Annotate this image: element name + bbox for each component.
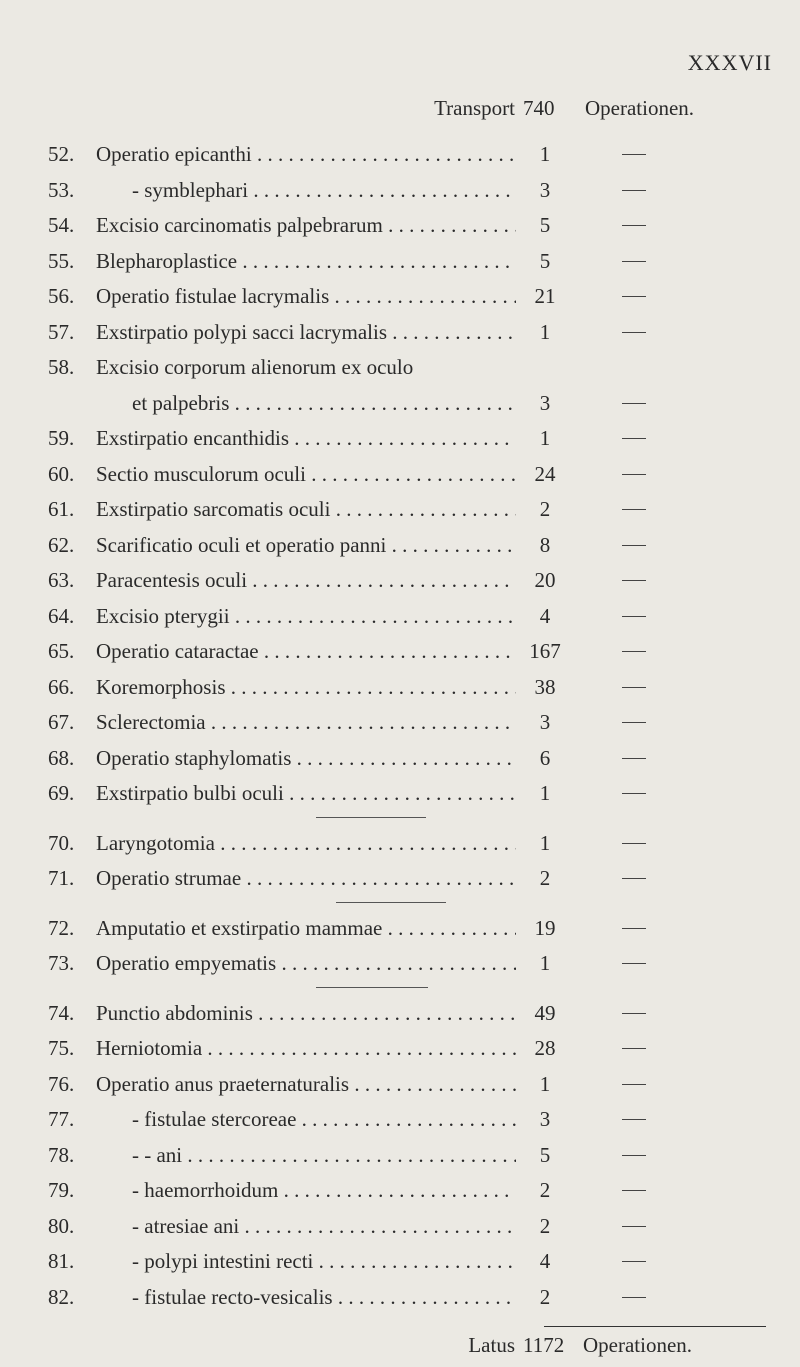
entry-label (96, 456, 516, 492)
ditto-dash (622, 963, 646, 964)
leader-dots (252, 142, 516, 166)
entry-count: 1 (539, 830, 551, 855)
entry-label-text: Operatio strumae (96, 866, 242, 890)
leader-dots (306, 462, 516, 486)
list-item (0, 775, 800, 811)
entry-count: 1 (539, 142, 551, 166)
entry-number: 66. (48, 674, 75, 699)
entry-count: 38 (534, 674, 556, 699)
leader-dots (386, 533, 516, 557)
entry-label (96, 243, 516, 279)
list-item (0, 1172, 800, 1208)
list-item (0, 562, 800, 598)
entry-number: 79. (48, 1178, 75, 1202)
ditto-dash (622, 651, 646, 652)
list-item (0, 1066, 800, 1102)
leader-dots (206, 710, 516, 734)
entry-label-text: Operatio cataractae (96, 639, 259, 663)
list-item (0, 278, 800, 314)
leader-dots (278, 1178, 516, 1202)
entry-label (96, 1030, 516, 1066)
entry-label-text: Sclerectomia (96, 710, 206, 734)
list-item (0, 136, 800, 172)
list-item (0, 669, 800, 705)
entry-label (96, 562, 516, 598)
ditto-dash (622, 296, 646, 297)
entry-count: 1 (539, 319, 551, 344)
leader-dots (291, 746, 516, 770)
entry-label (96, 633, 516, 669)
list-item (0, 1137, 800, 1173)
entry-label (96, 349, 516, 385)
page-number: XXXVII (687, 50, 772, 75)
leader-dots (330, 497, 516, 521)
entry-label-text: Sectio musculorum oculi (96, 461, 306, 486)
ditto-dash (622, 722, 646, 723)
entry-count: 2 (539, 1213, 551, 1238)
ditto-dash (622, 509, 646, 510)
entry-label-text: - symblephari (132, 177, 249, 202)
leader-dots (276, 951, 516, 975)
entry-number: 63. (48, 568, 75, 592)
list-item (0, 349, 800, 385)
entry-label (96, 1208, 516, 1244)
list-item (0, 1030, 800, 1066)
section-separator (316, 817, 426, 818)
ditto-dash (622, 1048, 646, 1049)
entry-label (96, 527, 516, 563)
entry-number: 67. (48, 710, 75, 734)
entry-label (96, 704, 516, 740)
list-item (0, 825, 800, 861)
transport-unit: Operationen. (585, 96, 695, 120)
ditto-dash (622, 332, 646, 333)
entry-number: 65. (48, 639, 75, 663)
entry-label-text: - polypi intestini recti (132, 1249, 314, 1273)
entry-label (96, 945, 516, 981)
entry-label-text: Blepharoplastice (96, 248, 238, 273)
entry-number: 80. (48, 1213, 75, 1238)
entry-number: 52. (48, 142, 75, 166)
entry-number: 76. (48, 1071, 75, 1096)
entry-count: 3 (539, 710, 551, 734)
entry-number: 75. (48, 1036, 75, 1060)
entry-count: 167 (529, 639, 561, 663)
entry-number: 55. (48, 248, 75, 273)
entry-label-text: et palpebris (132, 390, 230, 415)
entry-label (96, 1101, 516, 1137)
transport-label: Transport (434, 96, 515, 120)
entry-number: 59. (48, 426, 75, 450)
entry-number: 54. (48, 213, 75, 237)
entry-label-text: Paracentesis oculi (96, 568, 248, 592)
entry-label (96, 860, 516, 896)
entry-number: 53. (48, 177, 75, 202)
entry-label-text: Operatio fistulae lacrymalis (96, 284, 330, 308)
leader-dots (259, 639, 516, 663)
entry-label (96, 1279, 516, 1315)
leader-dots (333, 1285, 516, 1309)
leader-dots (229, 391, 516, 415)
entry-label-text: - fistulae recto-vesicalis (132, 1284, 333, 1309)
entry-count: 19 (534, 915, 556, 940)
entry-count: 28 (534, 1036, 556, 1060)
ditto-dash (622, 793, 646, 794)
total-rule (544, 1326, 766, 1327)
entry-label (96, 669, 516, 705)
section-separator (316, 987, 428, 988)
leader-dots (383, 213, 516, 237)
section-separator (336, 902, 446, 903)
ditto-dash (622, 758, 646, 759)
ditto-dash (622, 190, 646, 191)
list-item (0, 527, 800, 563)
entry-label (96, 491, 516, 527)
entry-label-text: Operatio epicanthi (96, 142, 252, 166)
entry-count: 21 (534, 284, 556, 308)
total-line (0, 1328, 800, 1362)
entry-count: 3 (539, 177, 551, 202)
entry-label-text: Operatio empyematis (96, 951, 277, 975)
ditto-dash (622, 878, 646, 879)
leader-dots (284, 781, 516, 805)
entry-label-text: Excisio pterygii (96, 603, 230, 628)
leader-dots (239, 1214, 516, 1238)
entry-number: 70. (48, 830, 75, 855)
list-item (0, 1101, 800, 1137)
leader-dots (241, 866, 516, 890)
entry-number: 56. (48, 284, 75, 308)
entry-label-text: Herniotomia (96, 1036, 203, 1060)
list-item (0, 314, 800, 350)
entry-count: 5 (539, 213, 551, 237)
entry-count: 2 (539, 866, 551, 890)
ditto-dash (622, 545, 646, 546)
entry-number: 64. (48, 603, 75, 628)
leader-dots (313, 1249, 516, 1273)
entry-count: 1 (539, 781, 551, 805)
list-item (0, 207, 800, 243)
entry-label-text: Amputatio et exstirpatio mammae (96, 915, 383, 940)
entry-label-text: Exstirpatio sarcomatis oculi (96, 497, 331, 521)
entry-count: 2 (539, 1284, 551, 1309)
entry-number: 57. (48, 319, 75, 344)
leader-dots (237, 249, 516, 273)
entry-count: 49 (534, 1000, 556, 1025)
list-item (0, 491, 800, 527)
leader-dots (226, 675, 517, 699)
entry-count: 8 (539, 532, 551, 557)
ditto-dash (622, 928, 646, 929)
entry-label (96, 995, 516, 1031)
entry-count: 5 (539, 248, 551, 273)
ditto-dash (622, 1297, 646, 1298)
entry-label (96, 172, 516, 208)
ditto-dash (622, 1013, 646, 1014)
entry-number: 74. (48, 1000, 75, 1025)
entry-count: 4 (539, 1249, 551, 1273)
leader-dots (296, 1107, 516, 1131)
ditto-dash (622, 1190, 646, 1191)
leader-dots (387, 320, 516, 344)
entry-count: 6 (539, 745, 551, 770)
leader-dots (289, 426, 516, 450)
list-item (0, 1208, 800, 1244)
entry-label (96, 314, 516, 350)
entry-label-text: Excisio corporum alienorum ex oculo (96, 355, 414, 379)
leader-dots (253, 1001, 516, 1025)
entry-label (96, 136, 516, 172)
total-label: Latus (468, 1333, 515, 1357)
total-unit: Operationen. (583, 1333, 693, 1357)
entry-number: 60. (48, 461, 75, 486)
entry-number: 72. (48, 915, 75, 940)
entry-label (96, 1066, 516, 1102)
ditto-dash (622, 261, 646, 262)
ditto-dash (622, 403, 646, 404)
list-item (0, 995, 800, 1031)
transport-count: 740 (523, 96, 555, 120)
leader-dots (349, 1072, 516, 1096)
entry-label-text: - - ani (132, 1142, 183, 1167)
transport-line (0, 96, 800, 126)
list-item (0, 172, 800, 208)
entry-label-text: - fistulae stercoreae (132, 1107, 297, 1131)
entry-label-text: Excisio carcinomatis palpebrarum (96, 213, 383, 237)
entry-number: 81. (48, 1249, 75, 1273)
leader-dots (182, 1143, 516, 1167)
list-item (0, 633, 800, 669)
entry-number: 62. (48, 532, 75, 557)
entry-number: 58. (48, 355, 75, 379)
leader-dots (329, 284, 516, 308)
list-item (0, 385, 800, 421)
list-item (0, 860, 800, 896)
entry-count: 1 (539, 426, 551, 450)
entry-label (96, 825, 516, 861)
entry-label-text: Koremorphosis (96, 674, 226, 699)
entry-number: 73. (48, 951, 75, 975)
entry-label-text: - atresiae ani (132, 1213, 240, 1238)
list-item (0, 243, 800, 279)
ditto-dash (622, 1155, 646, 1156)
entry-label (96, 420, 516, 456)
leader-dots (202, 1036, 516, 1060)
entry-label (96, 385, 516, 421)
list-item (0, 910, 800, 946)
entry-label (96, 207, 516, 243)
entry-label (96, 775, 516, 811)
leader-dots (230, 604, 516, 628)
list-item (0, 598, 800, 634)
entry-label (96, 1172, 516, 1208)
entry-label-text: - haemorrhoidum (132, 1178, 279, 1202)
entry-label (96, 740, 516, 776)
ditto-dash (622, 1119, 646, 1120)
entry-label-text: Punctio abdominis (96, 1000, 253, 1025)
ditto-dash (622, 154, 646, 155)
ditto-dash (622, 1261, 646, 1262)
entry-label-text: Laryngotomia (96, 830, 215, 855)
list-item (0, 1243, 800, 1279)
entry-count: 20 (534, 568, 556, 592)
entry-count: 24 (534, 461, 556, 486)
entry-number: 78. (48, 1142, 75, 1167)
leader-dots (382, 916, 516, 940)
ditto-dash (622, 225, 646, 226)
leader-dots (248, 178, 516, 202)
total-count: 1172 (523, 1333, 565, 1357)
entry-count: 1 (539, 951, 551, 975)
entry-number: 61. (48, 497, 75, 521)
entry-count: 5 (539, 1142, 551, 1167)
ditto-dash (622, 843, 646, 844)
list-item (0, 456, 800, 492)
leader-dots (215, 831, 516, 855)
entry-label-text: Operatio staphylomatis (96, 745, 292, 770)
entry-count: 3 (539, 1107, 551, 1131)
entry-number: 68. (48, 745, 75, 770)
entry-label (96, 1137, 516, 1173)
list-item (0, 945, 800, 981)
entry-label (96, 598, 516, 634)
entry-label-text: Exstirpatio bulbi oculi (96, 781, 284, 805)
ditto-dash (622, 474, 646, 475)
entry-count: 1 (539, 1071, 551, 1096)
ditto-dash (622, 580, 646, 581)
ditto-dash (622, 687, 646, 688)
entry-label-text: Exstirpatio polypi sacci lacrymalis (96, 319, 388, 344)
ditto-dash (622, 1084, 646, 1085)
entry-count: 2 (539, 497, 551, 521)
entry-label-text: Scarificatio oculi et operatio panni (96, 532, 387, 557)
entry-count: 2 (539, 1178, 551, 1202)
entry-number: 82. (48, 1284, 75, 1309)
list-item (0, 1279, 800, 1315)
leader-dots (247, 568, 516, 592)
ditto-dash (622, 1226, 646, 1227)
entry-label-text: Operatio anus praeternaturalis (96, 1071, 350, 1096)
list-item (0, 420, 800, 456)
list-item (0, 704, 800, 740)
entry-count: 3 (539, 390, 551, 415)
ditto-dash (622, 616, 646, 617)
entry-label (96, 278, 516, 314)
entry-label-text: Exstirpatio encanthidis (96, 426, 290, 450)
entry-number: 69. (48, 781, 75, 805)
entry-number: 77. (48, 1107, 75, 1131)
ditto-dash (622, 438, 646, 439)
entry-count: 4 (539, 603, 551, 628)
entry-number: 71. (48, 866, 75, 890)
entry-label (96, 1243, 516, 1279)
entry-label (96, 910, 516, 946)
list-item (0, 740, 800, 776)
